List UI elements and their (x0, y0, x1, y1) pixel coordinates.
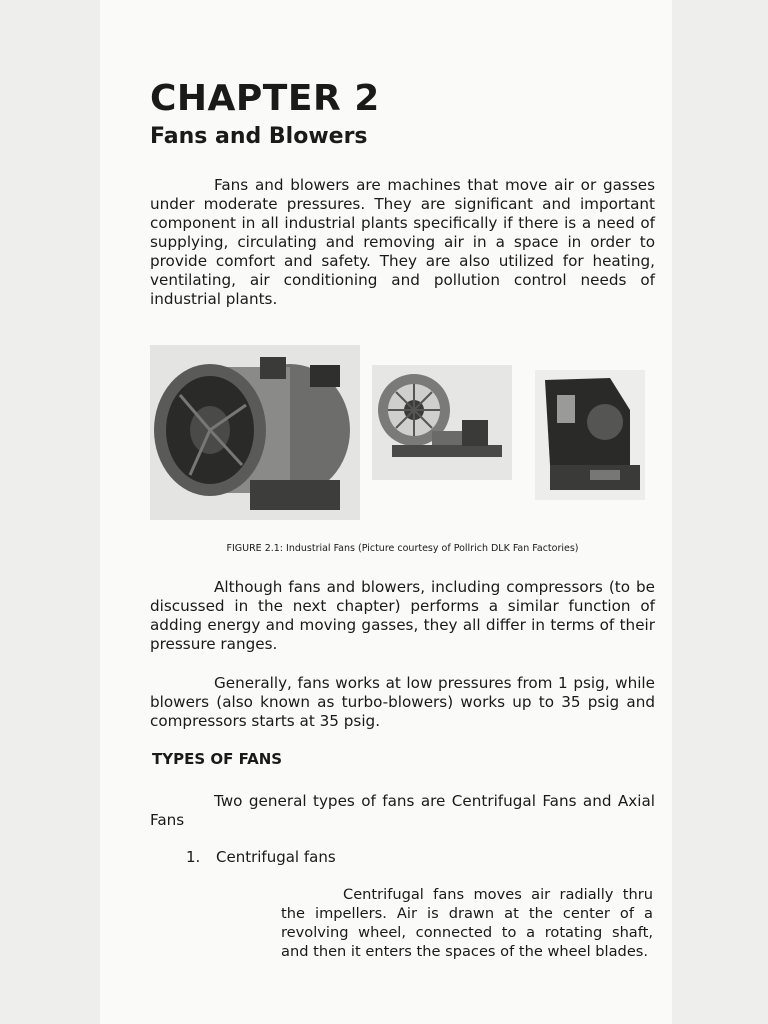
centrifugal-fan-image (372, 365, 512, 480)
industrial-fans-figure (150, 340, 655, 525)
chapter-title: CHAPTER 2 (150, 78, 380, 119)
list-item-label: Centrifugal fans (216, 848, 336, 866)
difference-paragraph: Although fans and blowers, including compressors (to be discussed in the next chapter) performs a similar function of adding energy and moving gasses, they all differ in terms of their pressure ranges. (150, 578, 655, 653)
axial-fan-image (150, 345, 360, 520)
types-of-fans-heading: TYPES OF FANS (152, 750, 283, 768)
types-intro-paragraph: Two general types of fans are Centrifugal Fans and Axial Fans (150, 792, 655, 829)
list-item-centrifugal-fans (186, 848, 336, 866)
blower-image (535, 370, 645, 500)
pressures-paragraph: Generally, fans works at low pressures from 1 psig, while blowers (also known as turbo-blowers) works up to 35 psig and compressors starts at 35 psig. (150, 674, 655, 730)
centrifugal-fans-description: Centrifugal fans moves air radially thru the impellers. Air is drawn at the center of a revolving wheel, connected to a rotating shaft, and then it enters the spaces of the wheel blades. (281, 886, 653, 960)
figure-caption: FIGURE 2.1: Industrial Fans (Picture courtesy of Pollrich DLK Fan Factories) (226, 543, 579, 554)
chapter-subtitle: Fans and Blowers (150, 124, 368, 149)
intro-paragraph: Fans and blowers are machines that move air or gasses under moderate pressures. They are significant and important component in all industrial plants specifically if there is a need of supplying, circulating and removing air in a space in order to provide comfort and safety. They are also utilized for heating, ventilating, air conditioning and pollution control needs of industrial plants. (150, 176, 655, 308)
list-item-number: 1. (186, 848, 201, 866)
